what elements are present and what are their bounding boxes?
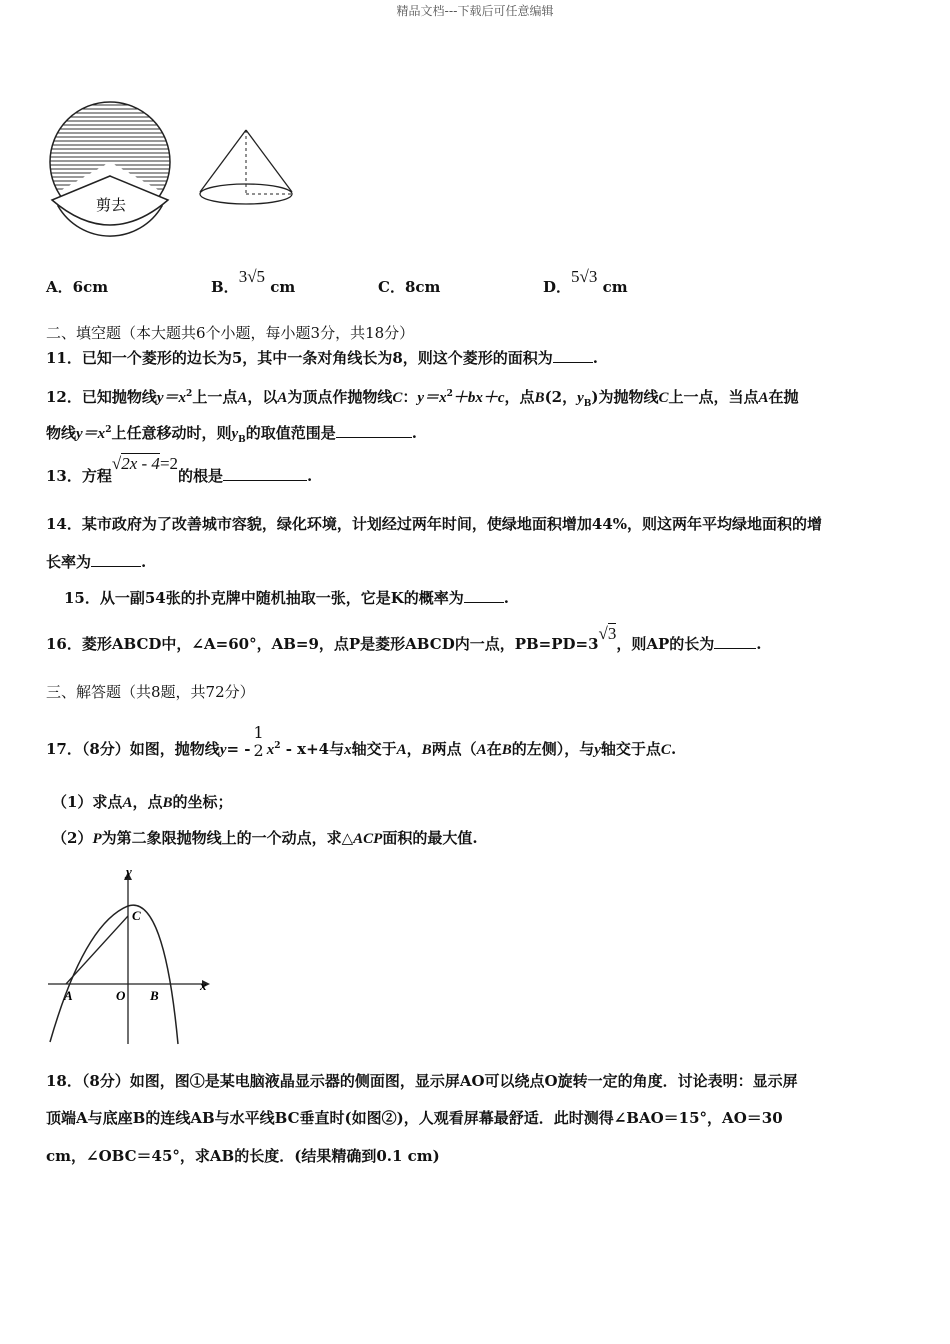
q12-l2t1: 物线 bbox=[46, 424, 77, 442]
q12-m5: y＝x bbox=[417, 390, 447, 406]
circle-cut-figure bbox=[44, 100, 184, 240]
question-16: 16．菱形ABCD中，∠A=60°，AB=9，点P是菱形ABCD内一点，PB=PD=3√3，则AP的长为 . bbox=[46, 624, 762, 653]
q17-B2: B bbox=[501, 742, 512, 758]
option-b bbox=[211, 267, 296, 297]
q12-m6: ＋bx＋c bbox=[452, 390, 505, 406]
question-14-line1: 14．某市政府为了改善城市容貌，绿化环境，计划经过两年时间，使绿地面积增加44%，则这两年平均绿地面积的增 bbox=[46, 515, 823, 533]
question-12-line1 bbox=[46, 384, 799, 414]
graph-label-c: C bbox=[132, 908, 141, 923]
q12-t8: )为抛物线 bbox=[591, 388, 659, 406]
option-d-prefix: D． bbox=[543, 278, 572, 296]
q17-1-suffix: 的坐标； bbox=[172, 793, 233, 811]
q12-m9: C bbox=[658, 390, 669, 406]
q15-text: 15．从一副54张的扑克牌中随机抽取一张，它是K的概率为 bbox=[64, 589, 464, 607]
q17-A: A bbox=[396, 742, 407, 758]
q13-radicand: 2x - 4 bbox=[121, 454, 160, 473]
q12-l2t2: 上任意移动时，则 bbox=[111, 424, 232, 442]
q17-A2: A bbox=[476, 742, 487, 758]
q12-t2: 上一点 bbox=[192, 388, 238, 406]
q12-m3: A bbox=[277, 390, 288, 406]
q17-t3: 两点（ bbox=[431, 740, 477, 758]
q13-eq: =2 bbox=[159, 454, 179, 473]
q11-text: 11．已知一个菱形的边长为5，其中一条对角线长为8，则这个菱形的面积为 bbox=[46, 349, 553, 367]
q11-blank bbox=[553, 348, 593, 363]
section-2-title: 二、填空题（本大题共6个小题，每小题3分，共18分） bbox=[46, 324, 415, 342]
q15-blank bbox=[464, 588, 504, 603]
option-b-prefix: B． bbox=[211, 278, 239, 296]
q13-blank bbox=[223, 466, 307, 481]
q12-sq1: 2 bbox=[186, 389, 193, 399]
q17-B: B bbox=[421, 742, 432, 758]
option-b-unit: cm bbox=[270, 278, 296, 296]
question-18-line2: 顶端A与底座B的连线AB与水平线BC垂直时(如图②)，人观看屏幕最舒适．此时测得∠BAO＝15°，AO＝30 bbox=[46, 1109, 783, 1127]
question-17-part1 bbox=[52, 792, 233, 813]
q12-m8: y bbox=[577, 390, 584, 406]
q12-m1: y＝x bbox=[156, 390, 187, 406]
q12-sub1: B bbox=[583, 399, 592, 409]
option-c: C．8cm bbox=[378, 278, 441, 296]
q14-blank bbox=[91, 552, 141, 567]
q16-radical: √3 bbox=[598, 624, 617, 643]
q17-1-A: A bbox=[122, 795, 133, 811]
question-17-part2 bbox=[52, 828, 478, 849]
q12-t9: 上一点，当点 bbox=[668, 388, 759, 406]
question-17: 17．（8分）如图，抛物线y= - 1 2 $x^2 - x+4$与x轴交于A，B两点（A在B的左侧），与y轴交于点C. bbox=[46, 723, 677, 760]
section-3-title: 三、解答题（共8题，共72分） bbox=[46, 683, 255, 701]
question-15: 15．从一副54张的扑克牌中随机抽取一张，它是K的概率为 . bbox=[64, 589, 510, 607]
graph-label-o: O bbox=[116, 988, 126, 1003]
q17-t1: - x+4与 bbox=[280, 740, 345, 758]
q17-prefix: 17．（8分）如图，抛物线 bbox=[46, 740, 220, 758]
q17-y: y bbox=[219, 742, 227, 758]
question-12-line2: 物线$y=x^2$上任意移动时，则$y_B$的取值范围是 . bbox=[46, 424, 417, 445]
q17-x: x bbox=[344, 742, 352, 758]
q12-l2sq: 2 bbox=[105, 425, 112, 435]
q12-m2: A bbox=[237, 390, 248, 406]
graph-label-x: x bbox=[200, 978, 207, 993]
q12-m7: B bbox=[534, 390, 545, 406]
question-18-line1: 18．（8分）如图，图①是某电脑液晶显示器的侧面图，显示屏AO可以绕点O旋转一定的角度．讨论表明：显示屏 bbox=[46, 1072, 798, 1090]
option-a: A．6cm bbox=[46, 278, 109, 296]
q12-t10: 在抛 bbox=[768, 388, 799, 406]
q17-C: C bbox=[660, 742, 671, 758]
question-11: 11．已知一个菱形的边长为5，其中一条对角线长为8，则这个菱形的面积为 . bbox=[46, 349, 598, 367]
q13-suffix: 的根是 bbox=[178, 467, 224, 485]
q17-den: 2 bbox=[253, 741, 264, 760]
q16-radicand: 3 bbox=[607, 624, 617, 643]
option-d-unit: cm bbox=[602, 278, 628, 296]
q12-l2t3: 的取值范围是 bbox=[245, 424, 336, 442]
q16-prefix: 16．菱形ABCD中，∠A=60°，AB=9，点P是菱形ABCD内一点，PB=PD=3 bbox=[46, 635, 599, 653]
q17-t2: 轴交于 bbox=[351, 740, 397, 758]
q17-2-prefix: （2） bbox=[52, 829, 93, 847]
graph-label-b: B bbox=[150, 988, 159, 1003]
cone-figure bbox=[196, 126, 300, 210]
q12-l2m2: y bbox=[231, 426, 239, 442]
q12-m10: A bbox=[758, 390, 769, 406]
q12-sq2: 2 bbox=[446, 389, 453, 399]
q17-end: . bbox=[670, 740, 677, 758]
option-b-value: 3√5 bbox=[238, 267, 266, 286]
q17-comma: ， bbox=[406, 740, 422, 758]
q13-equation: √2x - 4=2 bbox=[111, 454, 179, 473]
option-d bbox=[543, 267, 628, 297]
q12-t5: ： bbox=[402, 388, 418, 406]
question-14-line2: 长率为 . bbox=[46, 553, 147, 571]
q13-prefix: 13．方程 bbox=[46, 467, 112, 485]
q12-t4: 为顶点作抛物线 bbox=[287, 388, 393, 406]
q17-t4: 在 bbox=[486, 740, 502, 758]
option-d-value: 5√3 bbox=[571, 267, 598, 286]
q17-1-prefix: （1）求点 bbox=[52, 793, 123, 811]
cut-label: 剪去 bbox=[96, 198, 127, 214]
q17-y2: y bbox=[594, 742, 601, 758]
question-13: 13．方程√2x - 4=2的根是 . bbox=[46, 454, 313, 485]
q17-2-mid: 为第二象限抛物线上的一个动点，求△ bbox=[101, 829, 354, 847]
q17-2-P: P bbox=[92, 831, 102, 847]
q17-fraction bbox=[254, 724, 264, 760]
parabola-graph bbox=[44, 864, 216, 1048]
q17-eq: = - bbox=[226, 740, 251, 758]
q17-num: 1 bbox=[253, 723, 264, 742]
q12-t7: (2， bbox=[544, 388, 578, 406]
q12-l2sub: B bbox=[238, 435, 246, 445]
q12-t6: ，点 bbox=[504, 388, 535, 406]
q16-suffix: ，则AP的长为 bbox=[616, 635, 715, 653]
q17-t6: 轴交于点 bbox=[600, 740, 661, 758]
q17-x2: x bbox=[266, 742, 275, 758]
q17-t5: 的左侧），与 bbox=[511, 740, 595, 758]
q12-t1: 12．已知抛物线 bbox=[46, 388, 157, 406]
q17-2-suffix: 面积的最大值. bbox=[382, 829, 478, 847]
q12-l2m1: y＝x bbox=[76, 426, 106, 442]
q17-1-mid: ，点 bbox=[132, 793, 163, 811]
q12-m4: C bbox=[392, 390, 403, 406]
graph-label-y: y bbox=[126, 864, 132, 879]
q16-blank bbox=[714, 634, 756, 649]
q14-line2-text: 长率为 bbox=[46, 553, 92, 571]
q12-t3: ，以 bbox=[247, 388, 278, 406]
graph-label-a: A bbox=[64, 988, 73, 1003]
q17-1-B: B bbox=[162, 795, 173, 811]
q12-blank bbox=[336, 423, 412, 438]
page-header: 精品文档---下载后可任意编辑 bbox=[396, 4, 554, 18]
question-18-line3: cm，∠OBC＝45°，求AB的长度．(结果精确到0.1 cm) bbox=[46, 1147, 440, 1165]
q17-2-ACP: ACP bbox=[353, 831, 383, 847]
